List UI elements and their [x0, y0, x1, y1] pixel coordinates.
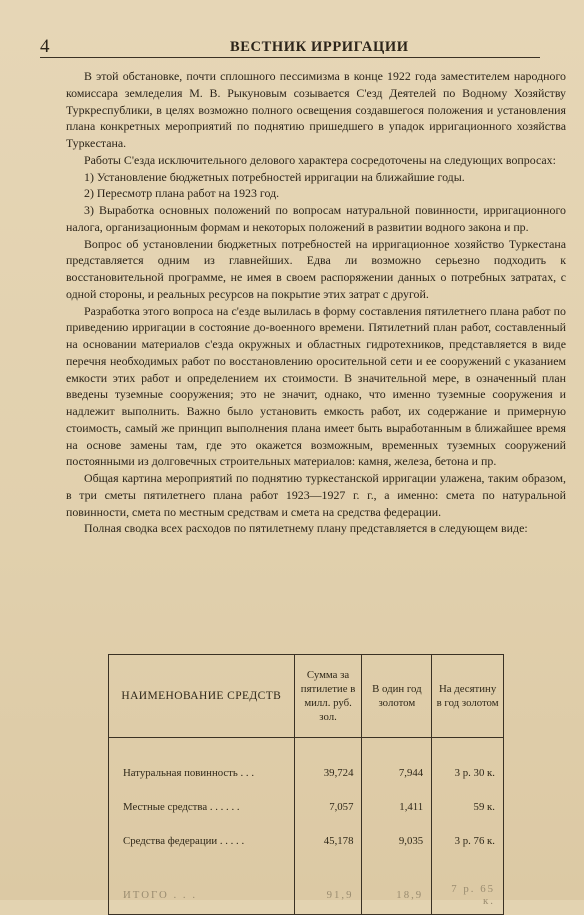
table-cell: 7,057 — [294, 790, 362, 824]
list-item: 1) Установление бюджетных потребностей ирригации на ближайшие годы. — [84, 169, 465, 184]
table-cell: 39,724 — [294, 756, 362, 790]
list-item: 3) Выработка основных положений по вопросам натуральной повинности, ирригационного налога, организационным формам и некоторых положений в развитии водного закона и пр. — [66, 203, 566, 234]
column-header: В один год золотом — [362, 655, 432, 738]
table-row — [109, 824, 504, 858]
paragraph: Разработка этого вопроса на с'езде вылилась в форму составления пятилетнего плана работ по приведению ирригации в состояние до-военного времени. Пятилетний план работ, составленный на основании материалов с'езда окружных и областных гидротехников, представляется в виде перечня необходимых работ по восстановлению оросительной сети и ее сооружений с указанием емкости этих работ и определением их стоимости. В значительной мере, в означенный план введены туземные сооружения; это не значит, однако, что именно туземные сооружения и надлежит выполнить. Важно было установить емкость работ, их содержание и примерную стоимость, самый же принцип выполнения плана имеет быть выработанным в ближайшее время на основе замены там, где это окажется возможным, временных туземных сооружений постоянными из долговечных строительных материалов: камня, железа, бетона и пр. — [66, 303, 566, 469]
table-cell: 91,9 — [294, 876, 362, 915]
table-cell: Местные средства . . . . . . — [109, 790, 295, 824]
table-spacer — [109, 738, 504, 757]
table-cell: 7 р. 65 к. — [432, 876, 504, 915]
table-cell: Средства федерации . . . . . — [109, 824, 295, 858]
paragraph: Работы С'езда исключительного делового характера сосредоточены на следующих вопросах: — [84, 152, 556, 167]
table-spacer — [109, 858, 504, 876]
paragraph: В этой обстановке, почти сплошного пессимизма в конце 1922 года заместителем народного комиссара земледелия М. В. Рыкуновым созывается С'езд Деятелей по Водному Хозяйству Туркреспублики, в целях возможно полного освещения создавшегося положения и установления плана конкретных мероприятий по поднятию пришедшего в упадок ирригационного хозяйства Туркестана. — [66, 69, 566, 150]
table-cell: 3 р. 76 к. — [432, 824, 504, 858]
table-cell: 9,035 — [362, 824, 432, 858]
table-cell: 45,178 — [294, 824, 362, 858]
header-rule — [40, 57, 540, 58]
table-cell: Натуральная повинность . . . — [109, 756, 295, 790]
table-header-row — [109, 655, 504, 738]
column-header: НАИМЕНОВАНИЕ СРЕДСТВ — [109, 655, 295, 738]
page-header — [40, 36, 540, 58]
running-title: ВЕСТНИК ИРРИГАЦИИ — [230, 39, 409, 55]
paragraph: Вопрос об установлении бюджетных потребностей на ирригационное хозяйство Туркестана представляется одним из главнейших. Едва ли возможно серьезно подходить к восстановительной программе, не имея в своем распоряжении данных о потребных затратах, с одной стороны, и реальных ресурсов на покрытие этих затрат с другой. — [66, 236, 566, 301]
table-cell: 7,944 — [362, 756, 432, 790]
table-cell: 1,411 — [362, 790, 432, 824]
page-number: 4 — [40, 36, 50, 57]
table-row — [109, 756, 504, 790]
table-cell: ИТОГО . . . — [109, 876, 295, 915]
table-cell: 18,9 — [362, 876, 432, 915]
table-cell: 3 р. 30 к. — [432, 756, 504, 790]
column-header: Сумма за пятилетие в милл. руб. зол. — [294, 655, 362, 738]
column-header: На десятину в год золотом — [432, 655, 504, 738]
table-total-row — [109, 876, 504, 915]
budget-table — [108, 654, 504, 915]
paragraph: Общая картина мероприятий по поднятию туркестанской ирригации улажена, таким образом, в три сметы пятилетнего плана работ 1923—1927 г. г., а именно: смета по натуральной повинности, смета по местным средствам и смета на средства федерации. — [66, 471, 566, 519]
body-text — [66, 68, 566, 537]
list-item: 2) Пересмотр плана работ на 1923 год. — [84, 186, 280, 201]
table-cell: 59 к. — [432, 790, 504, 824]
table-row — [109, 790, 504, 824]
paragraph: Полная сводка всех расходов по пятилетнему плану представляется в следующем виде: — [84, 521, 528, 536]
